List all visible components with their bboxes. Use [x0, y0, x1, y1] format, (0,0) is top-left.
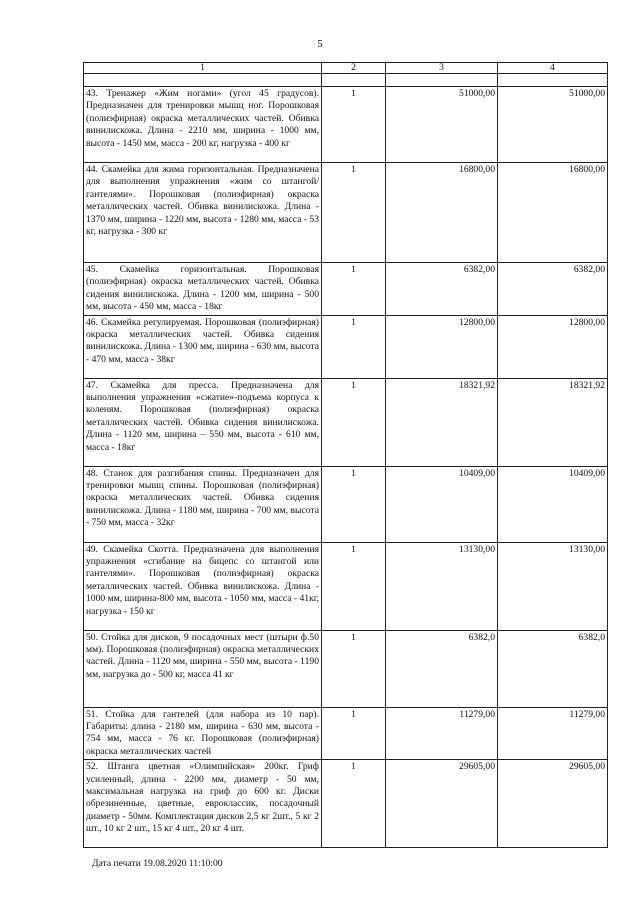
item-sum: 11279,00 — [498, 707, 608, 760]
item-description: 52. Штанга цветная «Олимпийская» 200кг. Гриф усиленный, длина - 2200 мм, диаметр - 50 мм, максимальная нагрузка на гриф до 600 кг. Диски обрезиненные, цветные, евроклассик, посадочный диаметр - 50мм. Комплектация дисков 2,5 кг 2шт., 5 кг 2 шт., 10 кг 2 шт., 15 кг 4 шт., 20 кг 4 шт. — [84, 760, 322, 848]
item-description: 51. Стойка для гантелей (для набора из 10 пар). Габариты: длина - 2180 мм, ширина - 630 мм, высота - 754 мм, масса - 76 кг. Порошковая (полиэфирная) окраска металлических частей — [84, 707, 322, 760]
table-row — [84, 707, 608, 760]
item-sum: 51000,00 — [498, 87, 608, 163]
item-description: 46. Скамейка регулируемая. Порошковая (полиэфирная) окраска металлических частей. Обивка сидения винилискожа. Длина - 1300 мм, ширина - 630 мм, высота - 470 мм, масса - 38кг — [84, 315, 322, 378]
table-row — [84, 163, 608, 263]
item-price: 51000,00 — [386, 87, 498, 163]
item-price: 18321,92 — [386, 378, 498, 466]
item-price: 16800,00 — [386, 163, 498, 263]
item-quantity: 1 — [322, 466, 386, 542]
item-sum: 13130,00 — [498, 542, 608, 630]
item-price: 12800,00 — [386, 315, 498, 378]
item-quantity: 1 — [322, 315, 386, 378]
column-header-price: 3 — [386, 63, 498, 74]
item-price: 6382,00 — [386, 263, 498, 316]
item-sum: 16800,00 — [498, 163, 608, 263]
item-description: 50. Стойка для дисков, 9 посадочных мест (штыри ф.50 мм). Порошковая (полиэфирная) окраска металлических частей. Длина - 1120 мм, ширина - 550 мм, высота - 1190 мм, нагрузка до - 500 кг, масса 41 кг — [84, 630, 322, 707]
table-row — [84, 315, 608, 378]
specification-table — [83, 62, 608, 848]
column-header-sum: 4 — [498, 63, 608, 74]
item-price: 13130,00 — [386, 542, 498, 630]
item-quantity: 1 — [322, 707, 386, 760]
print-date: Дата печати 19.08.2020 11:10:00 — [92, 858, 223, 869]
item-quantity: 1 — [322, 263, 386, 316]
item-description: 45. Скамейка горизонтальная. Порошковая (полиэфирная) окраска металлических частей. Обивка сидения винилискожа. Длина - 1200 мм, ширина - 500 мм, высота - 450 мм, масса - 18кг — [84, 263, 322, 316]
table-row — [84, 378, 608, 466]
item-price: 6382,0 — [386, 630, 498, 707]
item-sum: 6382,00 — [498, 263, 608, 316]
table-row — [84, 760, 608, 848]
page-number: 5 — [317, 38, 323, 50]
header-row — [84, 63, 608, 74]
item-sum: 6382,0 — [498, 630, 608, 707]
item-quantity: 1 — [322, 87, 386, 163]
item-description: 44. Скамейка для жима горизонтальная. Предназначена для выполнения упражнения «жим со штангой/гантелями». Порошковая (полиэфирная) окраска металлических частей. Обивка винилискожа. Длина - 1370 мм, ширина - 1220 мм, высота - 1280 мм, масса - 53 кг, нагрузка - 300 кг — [84, 163, 322, 263]
item-sum: 29605,00 — [498, 760, 608, 848]
item-sum: 12800,00 — [498, 315, 608, 378]
column-header-description: 1 — [84, 63, 322, 74]
table-row — [84, 466, 608, 542]
item-quantity: 1 — [322, 163, 386, 263]
item-description: 47. Скамейка для пресса. Предназначена для выполнения упражнения «сжатие»-подъема корпуса к коленям. Порошковая (полиэфирная) окраска металлических частей. Обивка сидения винилискожа. Длина - 1120 мм, ширина – 550 мм, высота - 610 мм, масса - 18кг — [84, 378, 322, 466]
table-row — [84, 630, 608, 707]
table-row — [84, 87, 608, 163]
item-description: 48. Станок для разгибания спины. Предназначен для тренировки мышц спины. Порошковая (полиэфирная) окраска металлических частей. Обивка сидения винилискожа. Длина - 1180 мм, ширина - 700 мм, высота - 750 мм, масса - 32кг — [84, 466, 322, 542]
spacer-row — [84, 74, 608, 87]
table-row — [84, 542, 608, 630]
item-sum: 10409,00 — [498, 466, 608, 542]
item-quantity: 1 — [322, 630, 386, 707]
item-price: 10409,00 — [386, 466, 498, 542]
item-price: 11279,00 — [386, 707, 498, 760]
item-price: 29605,00 — [386, 760, 498, 848]
item-quantity: 1 — [322, 378, 386, 466]
table-row — [84, 263, 608, 316]
column-header-quantity: 2 — [322, 63, 386, 74]
item-description: 49. Скамейка Скотта. Предназначена для выполнения упражнения «сгибание на бицепс со штангой или гантелями». Порошковая (полиэфирная) окраска металлических частей. Обивка винилискожа. Длина - 1000 мм, ширина-800 мм, высота - 1050 мм, масса - 41кг, нагрузка - 150 кг — [84, 542, 322, 630]
item-quantity: 1 — [322, 760, 386, 848]
item-quantity: 1 — [322, 542, 386, 630]
item-description: 43. Тренажер «Жим ногами» (угол 45 градусов). Предназначен для тренировки мышц ног. Порошковая (полиэфирная) окраска металлических частей. Обивка винилискожа. Длина - 2210 мм, ширина - 1000 мм, высота - 1450 мм, масса - 200 кг, нагрузка - 400 кг — [84, 87, 322, 163]
item-sum: 18321,92 — [498, 378, 608, 466]
